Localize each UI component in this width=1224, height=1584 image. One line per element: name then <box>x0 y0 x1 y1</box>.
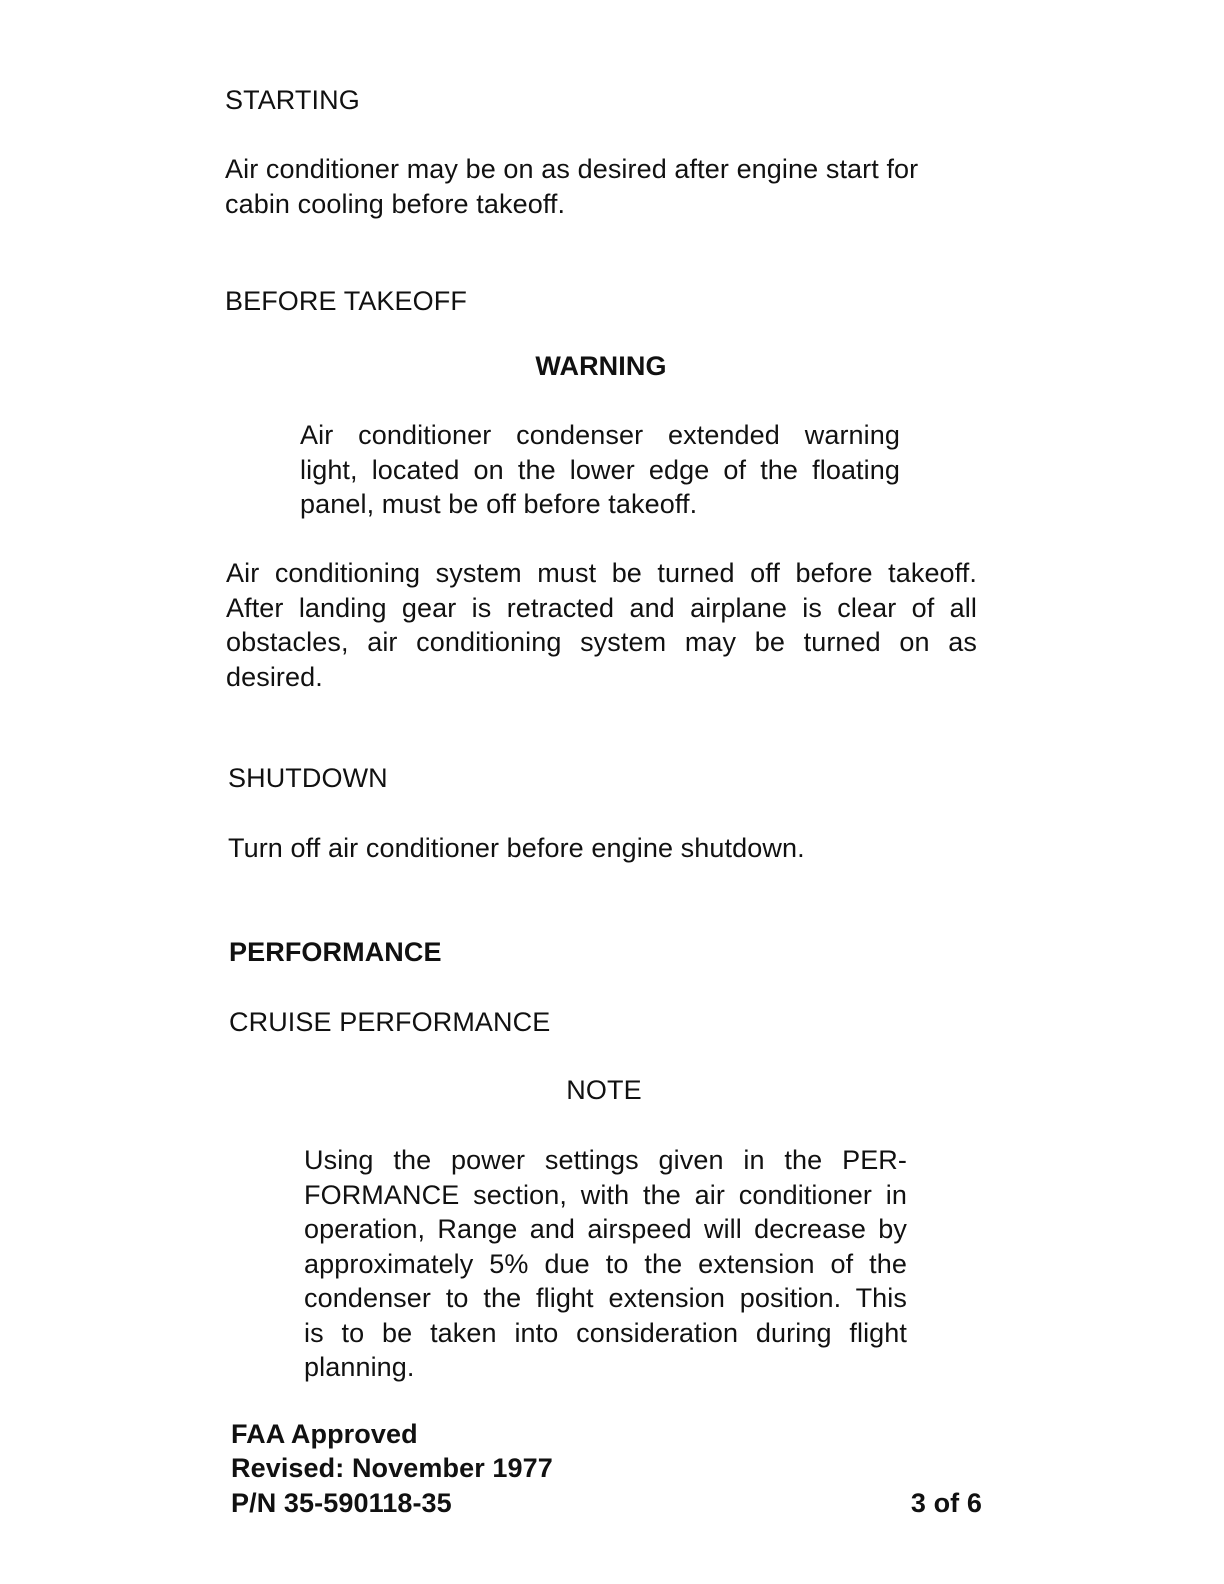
note-line: operation, Range and airspeed will decrease by <box>304 1214 907 1244</box>
before-takeoff-body <box>226 556 977 694</box>
note-line: approximately 5% due to the extension of the <box>304 1248 907 1279</box>
warning-line: Air conditioner condenser extended warning <box>300 420 900 450</box>
shutdown-body-line: Turn off air conditioner before engine shutdown. <box>228 833 805 863</box>
footer-part-number: P/N 35-590118-35 <box>231 1488 452 1518</box>
before-takeoff-body-line: After landing gear is retracted and airplane is clear of all <box>226 592 977 623</box>
before-takeoff-body-line: Air conditioning system must be turned off before takeoff. <box>226 558 977 588</box>
starting-body-line: cabin cooling before takeoff. <box>225 188 566 219</box>
before-takeoff-heading: BEFORE TAKEOFF <box>225 286 467 316</box>
warning-title: WARNING <box>535 351 667 381</box>
note-line: is to be taken into consideration during flight <box>304 1317 907 1348</box>
performance-heading: PERFORMANCE <box>229 937 442 967</box>
footer-approval: FAA Approved <box>231 1419 418 1449</box>
warning-line: light, located on the lower edge of the floating <box>300 454 900 485</box>
note-line: condenser to the flight extension position. This <box>304 1283 907 1313</box>
cruise-performance-heading: CRUISE PERFORMANCE <box>229 1007 551 1037</box>
starting-heading: STARTING <box>225 85 360 115</box>
note-text <box>304 1143 907 1385</box>
note-line: FORMANCE section, with the air conditioner in <box>304 1179 907 1210</box>
starting-body-line: Air conditioner may be on as desired after engine start for <box>225 154 919 184</box>
shutdown-heading: SHUTDOWN <box>228 763 388 793</box>
before-takeoff-body-line: obstacles, air conditioning system may be turned on as <box>226 627 977 657</box>
note-line: Using the power settings given in the PER- <box>304 1145 907 1175</box>
before-takeoff-body-line: desired. <box>226 661 323 692</box>
warning-line: panel, must be off before takeoff. <box>300 489 698 519</box>
note-title: NOTE <box>566 1075 642 1105</box>
shutdown-body <box>228 831 805 866</box>
starting-body <box>225 152 977 221</box>
footer-revised: Revised: November 1977 <box>231 1453 553 1483</box>
footer-page-indicator: 3 of 6 <box>910 1488 982 1518</box>
warning-text <box>300 418 900 522</box>
note-line: planning. <box>304 1352 415 1382</box>
